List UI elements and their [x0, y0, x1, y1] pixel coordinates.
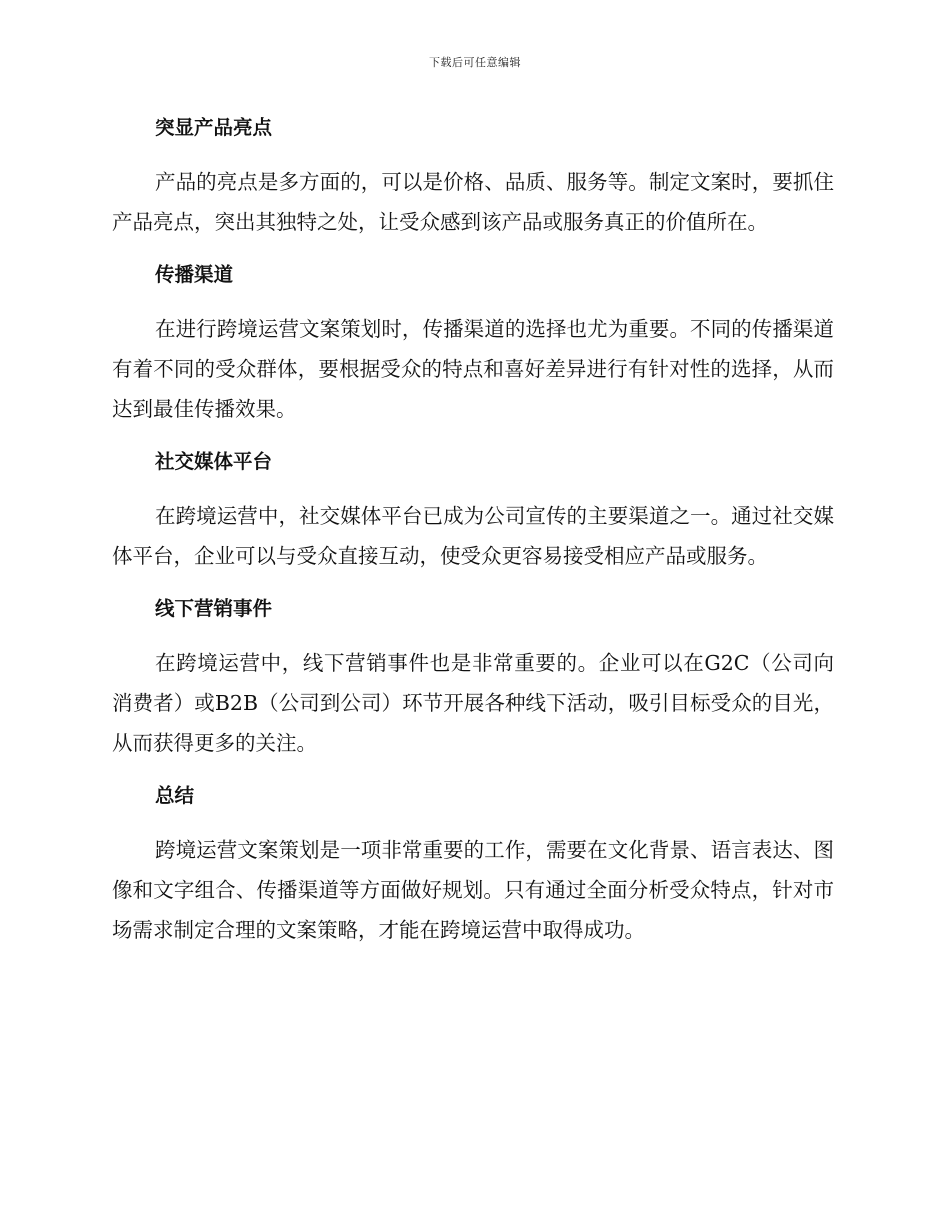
section-social-media — [112, 442, 834, 576]
section-heading: 突显产品亮点 — [155, 116, 273, 139]
section-heading: 总结 — [155, 784, 195, 807]
section-product-highlights — [112, 108, 834, 242]
page-header: 下载后可任意编辑 — [429, 56, 521, 69]
section-paragraph: 在跨境运营中，社交媒体平台已成为公司宣传的主要渠道之一。通过社交媒体平台，企业可以与受众直接互动，使受众更容易接受相应产品或服务。 — [112, 504, 834, 568]
section-offline-events — [112, 589, 834, 763]
section-heading: 社交媒体平台 — [155, 450, 273, 473]
section-paragraph: 产品的亮点是多方面的，可以是价格、品质、服务等。制定文案时，要抓住产品亮点，突出其独特之处，让受众感到该产品或服务真正的价值所在。 — [112, 170, 834, 234]
section-summary — [112, 776, 834, 950]
section-heading: 传播渠道 — [155, 263, 234, 286]
section-heading: 线下营销事件 — [155, 597, 273, 620]
section-paragraph: 跨境运营文案策划是一项非常重要的工作，需要在文化背景、语言表达、图像和文字组合、传播渠道等方面做好规划。只有通过全面分析受众特点，针对市场需求制定合理的文案策略，才能在跨境运营中取得成功。 — [112, 838, 834, 942]
section-paragraph: 在进行跨境运营文案策划时，传播渠道的选择也尤为重要。不同的传播渠道有着不同的受众群体，要根据受众的特点和喜好差异进行有针对性的选择，从而达到最佳传播效果。 — [112, 317, 834, 421]
section-paragraph: 在跨境运营中，线下营销事件也是非常重要的。企业可以在G2C（公司向消费者）或B2B（公司到公司）环节开展各种线下活动，吸引目标受众的目光，从而获得更多的关注。 — [112, 651, 834, 755]
section-channels — [112, 255, 834, 429]
document-body — [112, 108, 834, 963]
